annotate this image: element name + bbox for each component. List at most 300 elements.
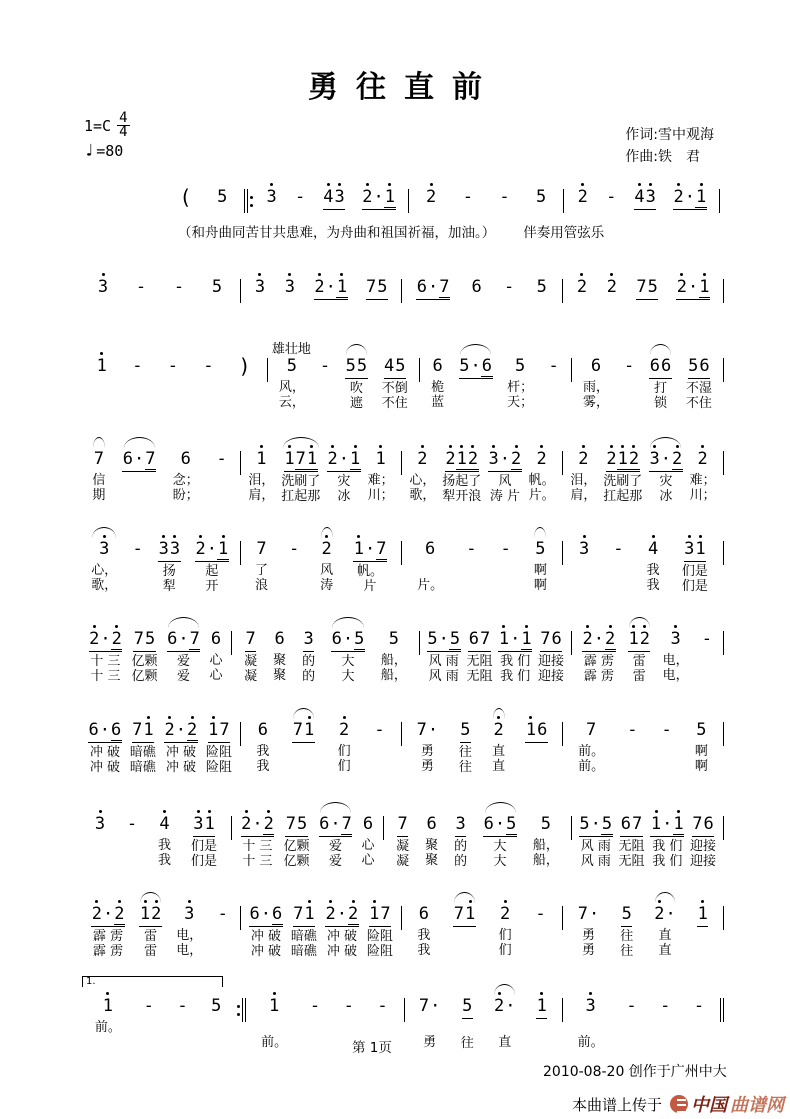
note-token — [132, 524, 144, 593]
lyric-line-2: 啊 — [533, 578, 547, 593]
barline — [244, 189, 253, 213]
note-token — [309, 981, 321, 1050]
note-token — [362, 172, 396, 210]
note-token — [254, 262, 266, 299]
note: 1 · 1 — [498, 630, 532, 652]
lyric-line-1: 电， — [176, 928, 203, 943]
lyric-line-1 — [272, 1020, 276, 1035]
note: 6 — [426, 814, 437, 834]
note-token — [578, 524, 590, 593]
note: 5 — [696, 720, 707, 740]
lyric-line-2: 凝 — [244, 669, 258, 684]
note: 1 2 — [628, 630, 651, 652]
note: 2 — [697, 449, 708, 469]
note: 5 · 6 — [459, 357, 493, 379]
note-token — [583, 341, 609, 410]
lyric-line-2 — [98, 853, 102, 868]
creation-date-note: 2010-08-20 创作于广州中大 — [543, 1064, 727, 1080]
lyric-line-1: 冲 破 — [250, 929, 281, 944]
note: 1 2 — [139, 905, 162, 927]
lyric-line-1 — [465, 1021, 469, 1036]
lyric-line-2: 往 — [458, 760, 472, 775]
lyric-line-1 — [504, 563, 508, 578]
note-token — [131, 341, 143, 410]
note: 2 — [500, 904, 511, 924]
lyric-line-2: 霹 雳 — [583, 669, 614, 684]
lyric-line-1: 灾 — [337, 474, 351, 489]
lyric-line-1: 直 — [492, 744, 506, 759]
lyric-line-2 — [377, 759, 381, 774]
note-token — [619, 799, 645, 869]
lyric-line-2: 们是 — [191, 854, 218, 869]
lyric-line-2: 往 — [620, 944, 634, 959]
note: - — [500, 539, 511, 559]
note: ) — [238, 354, 251, 378]
note-token — [663, 614, 689, 683]
lyric-line-2: 爱 — [176, 669, 190, 684]
note: 3 — [578, 539, 590, 559]
measure — [253, 172, 408, 210]
note-token — [88, 705, 122, 775]
note: 7 5 — [133, 630, 156, 652]
lyric-line-1: 帆。 — [357, 564, 384, 579]
lyric-line-2: 直 — [498, 1035, 512, 1050]
note: 6 · 5 — [483, 815, 517, 837]
note-token — [534, 524, 547, 593]
note: 6 6 — [649, 357, 672, 379]
note-token — [499, 889, 512, 958]
barline — [720, 998, 724, 1022]
note-token — [291, 889, 317, 959]
lyric-line-2: 天； — [507, 395, 534, 410]
song-title: 勇往直前 — [308, 70, 500, 105]
credit-lyricist: 作词:雪中观海 — [625, 127, 714, 143]
lyric-line-2: 雾， — [583, 395, 610, 410]
lyric-line-1 — [503, 1020, 507, 1035]
note: 6 · 7 — [167, 630, 201, 652]
lyric-line-1 — [665, 744, 669, 759]
measure — [80, 889, 240, 959]
music-system-6 — [80, 614, 724, 684]
note-token — [177, 981, 189, 1050]
upload-label: 本曲谱上传于 — [571, 1095, 662, 1114]
lyric-line-1 — [221, 928, 225, 943]
lyric-line-2: 不住 — [381, 396, 408, 411]
note: 5 — [388, 629, 399, 649]
lyric-line-1 — [705, 653, 709, 668]
note-token — [533, 799, 559, 868]
note-token — [661, 705, 673, 774]
note-token — [462, 172, 474, 209]
note-token — [488, 434, 522, 504]
lyric-line-1 — [347, 1020, 351, 1035]
note: 3 — [97, 277, 109, 297]
note: 6 — [424, 539, 436, 559]
lyric-line-2 — [701, 944, 705, 959]
note: 2 · 1 — [327, 450, 361, 472]
note: 5 — [621, 905, 632, 927]
lyric-line-1: 我 — [256, 744, 270, 759]
lyric-line-2 — [630, 759, 634, 774]
repeat-dots-icon — [237, 1005, 240, 1016]
lyric-line-1: 我 — [646, 563, 660, 578]
note: 3 — [266, 187, 277, 207]
lyric-line-2: 锁 — [654, 396, 668, 411]
note-token — [466, 614, 492, 684]
lyric-line-1: 往 — [458, 745, 472, 760]
lyric-line-1: 难； — [689, 473, 716, 488]
lyric-line-2 — [313, 1035, 317, 1050]
lyric-line-1 — [214, 1020, 218, 1035]
lyric-line-1: 往 — [620, 929, 634, 944]
note-token — [97, 262, 109, 299]
lyric-line-1 — [469, 563, 473, 578]
credits — [625, 124, 714, 168]
note: 3 3 — [158, 540, 181, 562]
note: 3 — [455, 815, 466, 837]
note: 5 — [460, 721, 471, 743]
note-token — [453, 889, 476, 959]
note: 2 — [493, 720, 504, 740]
lyric-line-2: 的 — [302, 669, 316, 684]
note: - — [319, 356, 331, 376]
lyric-line-1: 念； — [172, 473, 199, 488]
lyric-line-2: 无阻 — [466, 669, 493, 684]
note-token — [292, 705, 315, 775]
lyric-line-1: 们是 — [681, 564, 708, 579]
note: 6 7 — [620, 815, 643, 837]
note: 5 — [462, 997, 473, 1019]
lyric-line-2 — [462, 944, 466, 959]
note-token — [294, 172, 306, 209]
credit-composer: 作曲:铁 君 — [625, 149, 700, 165]
lyric-line-2: 暗礁 — [129, 760, 156, 775]
note: 2 · 1 — [676, 278, 710, 300]
note-token — [582, 614, 616, 684]
lyric-line-1 — [130, 838, 134, 853]
music-system-2 — [80, 262, 724, 303]
note-token — [417, 889, 430, 958]
note: 2 — [426, 187, 437, 207]
note-token — [459, 341, 493, 411]
lyric-line-2: 扛起那 — [281, 489, 321, 504]
note-token — [381, 614, 407, 683]
accompaniment-note: 伴奏用管弦乐 — [523, 225, 605, 241]
note-token — [366, 262, 389, 300]
note-token — [417, 524, 443, 593]
note-token — [94, 799, 106, 868]
note: 7 — [245, 630, 256, 652]
note-token — [167, 341, 179, 410]
note-token — [319, 799, 353, 869]
note-token — [319, 341, 331, 410]
lyric-line-2 — [301, 760, 305, 775]
note-token — [425, 799, 438, 868]
lyric-line-2: 霹 雳 — [93, 944, 124, 959]
lyric-line-1: 扬 — [162, 564, 176, 579]
lyric-line-2: 肩， — [570, 488, 597, 503]
note-token — [465, 524, 477, 593]
lyric-line-2: 往 — [460, 1036, 474, 1051]
lyric-line-1: 洗刷了 — [603, 474, 643, 489]
note-token — [431, 341, 444, 410]
expression-mark: 雄壮地 — [271, 342, 311, 357]
note: 6 — [274, 629, 285, 649]
page-number: 第 1页 — [352, 1040, 392, 1056]
note: 6 · 5 — [331, 630, 365, 652]
measure — [402, 262, 562, 300]
note-token — [164, 705, 198, 775]
lyric-line-1: 吹 — [349, 381, 363, 396]
lyric-line-2: 凝 — [396, 854, 410, 869]
note: 6 7 — [468, 630, 491, 652]
note-token — [139, 889, 162, 959]
lyric-line-2: 盼； — [172, 488, 199, 503]
note: 2 · 1 — [362, 188, 396, 210]
lyric-line-1: 爱 — [176, 654, 190, 669]
note-token — [331, 614, 365, 684]
note-token — [206, 705, 232, 775]
lyric-line-2 — [616, 578, 620, 593]
note-token — [284, 799, 310, 869]
lyric-line-1 — [206, 380, 210, 395]
lyric-line-2: 川； — [367, 488, 394, 503]
note-token — [176, 889, 202, 958]
tempo-value: =80 — [96, 142, 124, 160]
note-token — [529, 434, 555, 503]
measure — [572, 614, 723, 684]
site-logo-cn: 中国 — [691, 1095, 727, 1116]
lyric-line-1: 亿颗 — [131, 654, 158, 669]
lyric-line-2 — [665, 759, 669, 774]
lyric-line-2 — [292, 578, 296, 593]
lyric-line-2: 期 — [92, 488, 106, 503]
note-token — [130, 705, 156, 775]
lyric-line-1 — [137, 474, 141, 489]
note-token — [302, 614, 315, 684]
note-token — [634, 172, 657, 210]
note-token — [697, 889, 709, 959]
note: - — [167, 356, 178, 376]
note-token — [238, 341, 251, 409]
lyric-line-1: 冲 破 — [165, 745, 196, 760]
note-token — [96, 341, 108, 410]
note: 5 — [536, 277, 547, 297]
note: 7 5 — [636, 278, 659, 300]
note-token — [320, 524, 333, 593]
note: 7 1 — [292, 721, 315, 743]
note-token — [89, 614, 123, 684]
lyric-line-2: 我 — [256, 759, 270, 774]
measure — [80, 705, 240, 775]
note-token — [620, 889, 633, 959]
note: 1 · 7 — [353, 540, 387, 562]
barline — [723, 722, 724, 746]
lyric-line-1 — [135, 380, 139, 395]
lyric-line-1: 我 — [158, 838, 172, 853]
note-token — [649, 434, 683, 504]
note-token — [576, 262, 588, 299]
note: - — [132, 539, 143, 559]
intro-text — [178, 221, 604, 241]
note-token — [578, 981, 604, 1050]
lyric-line-1: 风 — [498, 474, 512, 489]
note-token — [367, 889, 393, 959]
note: 2 — [536, 449, 547, 469]
lyric-line-1: 前。 — [578, 744, 605, 759]
note: 6 — [180, 449, 191, 469]
note-token — [255, 524, 268, 593]
note: 6 · 6 — [249, 905, 283, 927]
lyric-line-1: 无阻 — [618, 839, 645, 854]
note-token — [471, 262, 483, 299]
lyric-line-1: 大 — [341, 654, 355, 669]
measure — [232, 799, 383, 869]
note: 5 6 — [688, 357, 711, 379]
note: 6 — [362, 814, 374, 834]
note: - — [295, 187, 306, 207]
lyric-line-2 — [582, 578, 586, 593]
lyric-line-2: 我 — [417, 943, 431, 958]
lyric-line-2 — [180, 1035, 184, 1050]
site-logo-rest: 曲谱网 — [730, 1095, 784, 1116]
note-token — [173, 434, 199, 503]
note-token — [126, 799, 138, 868]
measure — [80, 976, 237, 1050]
measure — [241, 262, 401, 300]
measure — [572, 341, 723, 411]
lyric-line-2: 勇 — [420, 759, 434, 774]
lyric-line-1 — [589, 1020, 593, 1035]
lyric-line-2: 冲 破 — [165, 760, 196, 775]
lyric-line-1: 爱 — [329, 839, 343, 854]
measure — [80, 524, 240, 594]
lyric-line-1: 我 们 — [652, 839, 683, 854]
note: 3 · 2 — [488, 450, 522, 472]
lyric-line-1 — [616, 563, 620, 578]
note: 7 — [256, 539, 267, 559]
note-token — [248, 434, 274, 503]
note: - — [132, 356, 143, 376]
lyric-line-1 — [535, 745, 539, 760]
note-token — [682, 524, 708, 594]
lyric-line-2: 片。 — [417, 578, 444, 593]
note: 5 — [540, 814, 552, 834]
note: 2 · 2 — [91, 905, 125, 927]
note: 2 — [606, 277, 618, 297]
note: 3 — [585, 996, 596, 1016]
lyric-line-1: 心 — [361, 838, 375, 853]
lyric-line-2 — [469, 578, 473, 593]
note: - — [504, 277, 515, 297]
note-token — [626, 705, 638, 774]
note: 7 — [585, 720, 597, 740]
lyric-line-1: 不湿 — [685, 381, 712, 396]
note-token — [623, 341, 635, 410]
measure — [564, 172, 719, 210]
note-token — [650, 799, 684, 869]
note-token — [416, 262, 450, 300]
note: 6 — [210, 629, 222, 649]
note: - — [462, 187, 473, 207]
lyric-line-2 — [540, 1036, 544, 1051]
note: - — [203, 356, 214, 376]
note: - — [288, 539, 300, 559]
lyric-line-2 — [106, 1035, 110, 1050]
note: - — [143, 996, 154, 1016]
lyric-line-2: 冰 — [659, 489, 673, 504]
note-token — [195, 524, 229, 594]
lyric-line-2: 勇 — [423, 1035, 437, 1050]
note: 7 — [397, 815, 408, 837]
lyric-line-1: 泪， — [248, 473, 275, 488]
lyric-line-2: 雷 — [144, 944, 158, 959]
measure — [241, 705, 401, 775]
note-token — [396, 799, 409, 869]
note-token — [122, 434, 156, 504]
note: - — [216, 449, 227, 469]
lyric-line-2: 啊 — [694, 759, 708, 774]
note: 3 — [303, 630, 314, 652]
note: 3 1 — [193, 815, 216, 837]
music-system-3 — [80, 341, 724, 411]
note-token — [494, 981, 517, 1050]
lyric-line-2: 电， — [176, 943, 203, 958]
note: 1 7 — [208, 721, 231, 743]
note-token — [314, 262, 348, 300]
measure — [80, 262, 240, 299]
note: 7 · — [416, 720, 439, 740]
lyric-line-2: 迎接 — [690, 854, 717, 869]
lyric-line-2 — [135, 395, 139, 410]
barline — [237, 998, 246, 1022]
lyric-line-2: 犁开浪 — [442, 489, 482, 504]
music-system-4 — [80, 434, 724, 504]
note-token — [209, 614, 222, 683]
lyric-line-1: 十 三 — [242, 839, 273, 854]
lyric-line-1 — [292, 563, 296, 578]
note-token — [686, 341, 712, 411]
note-token — [427, 614, 461, 684]
lyric-line-2 — [474, 396, 478, 411]
barline — [723, 451, 724, 475]
lyric-line-2 — [535, 760, 539, 775]
note-token — [605, 172, 617, 209]
lyric-line-1: 不倒 — [381, 381, 408, 396]
note-token — [217, 889, 229, 958]
measure — [384, 799, 571, 869]
music-system-10 — [80, 976, 724, 1051]
note-token — [256, 705, 269, 774]
note-token — [173, 262, 185, 299]
music-system-5 — [80, 524, 724, 594]
note-token — [701, 614, 713, 683]
lyric-line-1: 聚 — [425, 838, 439, 853]
lyric-line-2 — [629, 1035, 633, 1050]
note: - — [660, 996, 671, 1016]
lyric-line-1 — [552, 380, 556, 395]
note: 6 · 6 — [88, 721, 122, 743]
note: - — [126, 814, 138, 834]
time-signature: $\frac{4}{4}$ — [119, 110, 128, 140]
note-token — [538, 614, 564, 684]
barline — [723, 279, 724, 303]
lyric-line-2: 的 — [454, 854, 468, 869]
site-logo-icon — [670, 1095, 688, 1113]
lyric-line-1: 了 — [255, 563, 269, 578]
lyric-line-2: 亿颗 — [131, 669, 158, 684]
note: 7 6 — [540, 630, 563, 652]
